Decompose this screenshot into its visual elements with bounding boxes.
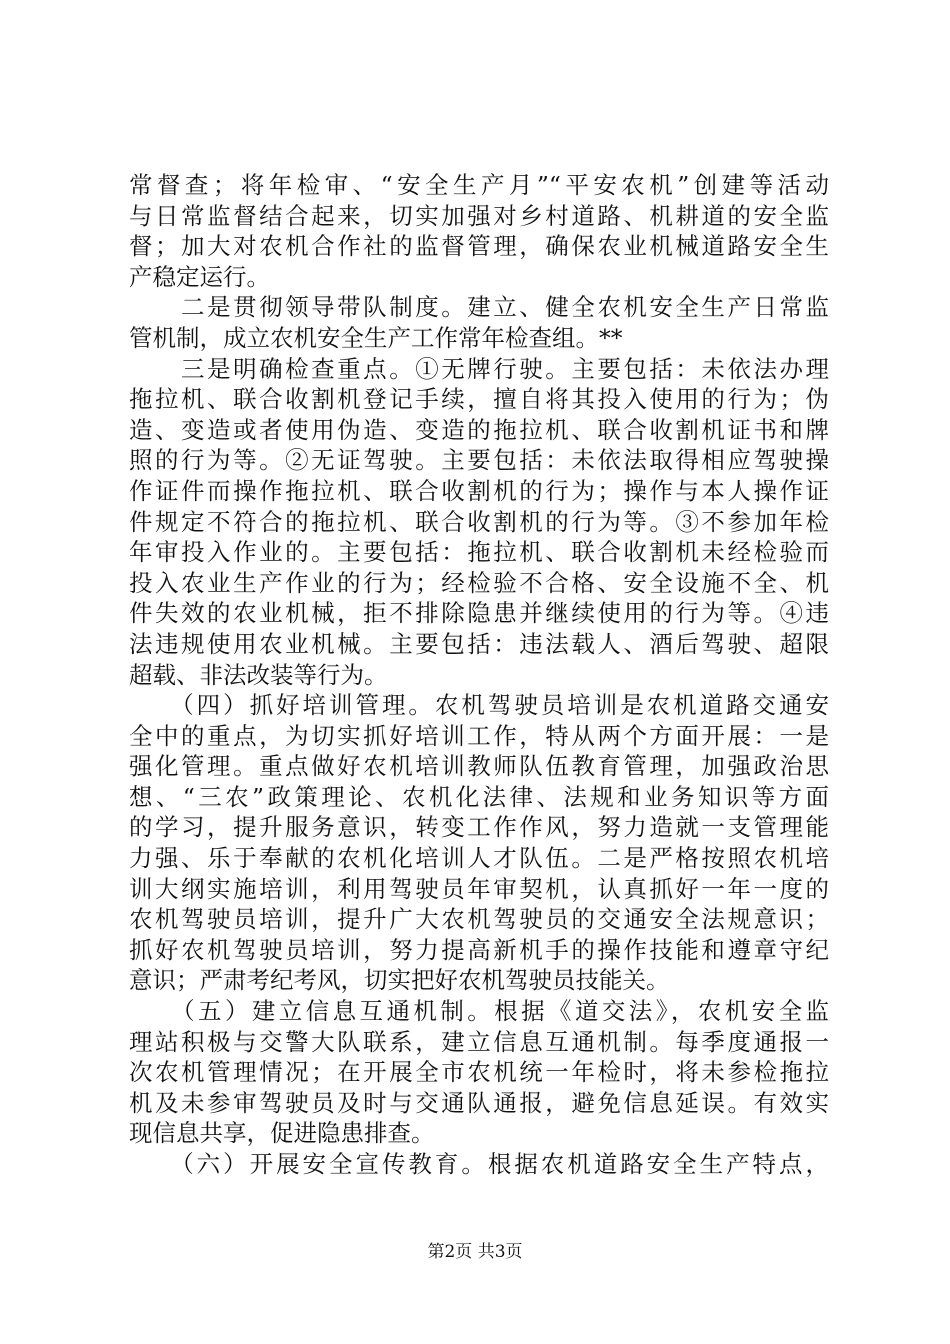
text-line: 理站积极与交警大队联系，建立信息互通机制。每季度通报一 [129, 1027, 829, 1056]
text-line: 件失效的农业机械，拒不排除隐患并继续使用的行为等。④违 [129, 599, 829, 628]
text-line: 强化管理。重点做好农机培训教师队伍教育管理，加强政治思 [129, 752, 829, 781]
text-line: （五）建立信息互通机制。根据《道交法》，农机安全监 [129, 997, 829, 1026]
text-line: 督；加大对农机合作社的监督管理，确保农业机械道路安全生 [129, 232, 829, 261]
text-line: 抓好农机驾驶员培训，努力提高新机手的操作技能和遵章守纪 [129, 935, 829, 964]
text-line: 农机驾驶员培训，提升广大农机驾驶员的交通安全法规意识； [129, 905, 829, 934]
page-footer: 第2页 共3页 [427, 1242, 523, 1262]
text-line: 产稳定运行。 [129, 262, 270, 291]
text-line: 件规定不符合的拖拉机、联合收割机的行为等。③不参加年检 [129, 507, 829, 536]
text-line: 全中的重点，为切实抓好培训工作，特从两个方面开展：一是 [129, 721, 829, 750]
text-line: 次农机管理情况；在开展全市农机统一年检时，将未参检拖拉 [129, 1058, 829, 1087]
text-line: 照的行为等。②无证驾驶。主要包括：未依法取得相应驾驶操 [129, 446, 829, 475]
text-line: （六）开展安全宣传教育。根据农机道路安全生产特点， [129, 1150, 829, 1178]
text-line: 二是贯彻领导带队制度。建立、健全农机安全生产日常监 [129, 293, 829, 322]
text-line: 超载、非法改装等行为。 [129, 660, 388, 689]
text-line: 造、变造或者使用伪造、变造的拖拉机、联合收割机证书和牌 [129, 415, 829, 444]
text-line: 年审投入作业的。主要包括：拖拉机、联合收割机未经检验而 [129, 538, 829, 567]
text-line: 意识；严肃考纪考风，切实把好农机驾驶员技能关。 [129, 966, 670, 995]
text-line: 想、“三农”政策理论、农机化法律、法规和业务知识等方面 [129, 782, 829, 811]
text-line: 三是明确检查重点。①无牌行驶。主要包括：未依法办理 [129, 354, 829, 383]
text-line: 现信息共享，促进隐患排查。 [129, 1119, 435, 1148]
text-line: 的学习，提升服务意识，转变工作作风，努力造就一支管理能 [129, 813, 829, 842]
text-line: 管机制，成立农机安全生产工作常年检查组。** [129, 323, 623, 352]
text-line: 训大纲实施培训，利用驾驶员年审契机，认真抓好一年一度的 [129, 874, 829, 903]
text-line: 机及未参审驾驶员及时与交通队通报，避免信息延误。有效实 [129, 1088, 829, 1117]
text-line: 与日常监督结合起来，切实加强对乡村道路、机耕道的安全监 [129, 201, 829, 230]
text-line: 投入农业生产作业的行为；经检验不合格、安全设施不全、机 [129, 568, 829, 597]
text-line: 力强、乐于奉献的农机化培训人才队伍。二是严格按照农机培 [129, 844, 829, 873]
text-line: （四）抓好培训管理。农机驾驶员培训是农机道路交通安 [129, 691, 829, 720]
text-line: 作证件而操作拖拉机、联合收割机的行为；操作与本人操作证 [129, 476, 829, 505]
text-line: 拖拉机、联合收割机登记手续，擅自将其投入使用的行为；伪 [129, 385, 829, 414]
body-text [129, 170, 829, 1180]
text-line: 法违规使用农业机械。主要包括：违法载人、酒后驾驶、超限 [129, 629, 829, 658]
text-line: 常督查；将年检审、“安全生产月”“平安农机”创建等活动 [129, 171, 829, 199]
